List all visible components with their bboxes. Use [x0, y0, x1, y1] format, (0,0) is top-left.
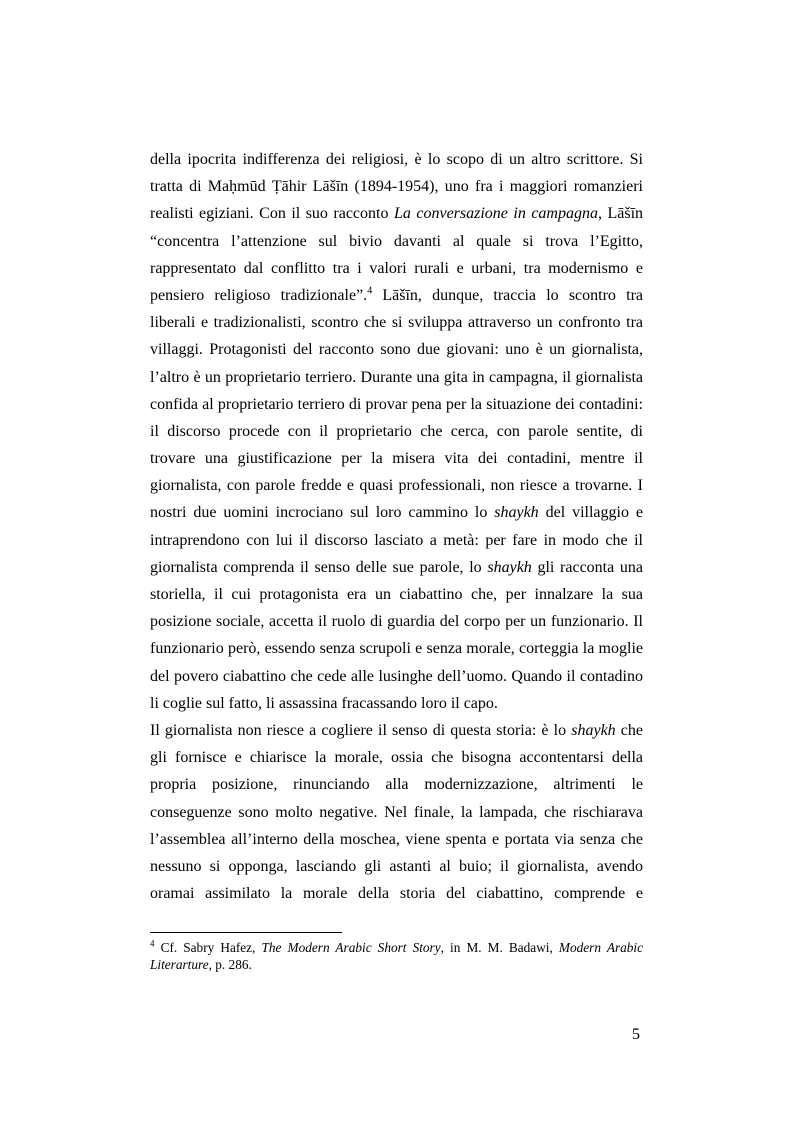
text-line: posizione sociale, accetta il ruolo di guardia del corpo per un funzionario. Il [150, 613, 643, 631]
text-line: trovare una giustificazione per la misera vita dei contadini, mentre il [150, 450, 643, 468]
text-line: nostri due uomini incrociano sul loro cammino lo shaykh del villaggio e [150, 504, 643, 522]
text-line: nessuno si opponga, lasciando gli astanti al buio; il giornalista, avendo [150, 857, 643, 875]
text-line: giornalista, con parole fredde e quasi professionali, non riesce a trovarne. I [150, 477, 643, 495]
text-line: confida al proprietario terriero di provar pena per la situazione dei contadini: [150, 395, 643, 413]
italic-term: shaykh [487, 558, 532, 576]
text-line: l’altro è un proprietario terriero. Durante una gita in campagna, il giornalista [150, 368, 643, 386]
text-line: Il giornalista non riesce a cogliere il senso di questa storia: è lo shaykh che [150, 721, 644, 739]
cited-title: The Modern Arabic Short Story [261, 940, 441, 955]
page-number: 5 [632, 1026, 640, 1043]
footnote-number: 4 [150, 938, 155, 949]
text-line: “concentra l’attenzione sul bivio davanti al quale si trova l’Egitto, [150, 232, 643, 250]
text-line: tratta di Maḥmūd Ṭāhir Lāšīn (1894-1954), uno fra i maggiori romanzieri [150, 178, 643, 196]
text-line: funzionario però, essendo senza scrupoli e senza morale, corteggia la moglie [150, 640, 643, 658]
text-line: giornalista comprenda il senso delle sue parole, lo shaykh gli racconta una [150, 558, 644, 576]
footnote-line: $^4$ Cf. Sabry Hafez, The Modern Arabic Short Story, in M. M. Badawi, Modern Arabic [150, 938, 644, 955]
text-line: storiella, il cui protagonista era un ciabattino che, per innalzare la sua [150, 586, 643, 603]
body-text [150, 146, 643, 907]
italic-term: shaykh [494, 504, 539, 522]
text-line: intraprendono con lui il discorso lasciato a metà: per fare in modo che il [150, 531, 643, 549]
text-line: li coglie sul fatto, li assassina fracassando loro il capo. [150, 694, 498, 712]
text-line: della ipocrita indifferenza dei religiosi, è lo scopo di un altro scrittore. Si [150, 151, 643, 168]
footnote-reference: 4 [367, 285, 373, 297]
text-line: liberali e tradizionalisti, scontro che si sviluppa attraverso un confronto tra [150, 314, 643, 332]
text-line: l’assemblea all’interno della moschea, viene spenta e portata via senza che [150, 830, 643, 848]
footnote-divider [150, 932, 342, 933]
text-line: del povero ciabattino che cede alle lusinghe dell’uomo. Quando il contadino [150, 667, 643, 685]
text-line: gli fornisce e chiarisce la morale, ossia che bisogna accontentarsi della [150, 749, 643, 767]
footnote [150, 939, 643, 973]
text-line: conseguenze sono molto negative. Nel finale, la lampada, che rischiarava [150, 803, 643, 821]
cited-title: Modern Arabic [558, 940, 644, 955]
text-line: pensiero religioso tradizionale”.$^4$ Lāšīn, dunque, traccia lo scontro tra [150, 285, 643, 304]
text-line: propria posizione, rinunciando alla modernizzazione, altrimenti le [150, 776, 643, 794]
text-line: villaggi. Protagonisti del racconto sono due giovani: uno è un giornalista, [150, 341, 643, 359]
text-line: rappresentato dal conflitto tra i valori rurali e urbani, tra modernismo e [150, 259, 643, 277]
book-title: La conversazione in campagna [393, 205, 598, 223]
text-line: realisti egiziani. Con il suo racconto La conversazione in campagna, Lāšīn [150, 205, 644, 223]
italic-term: shaykh [571, 721, 616, 739]
cited-title: Literarture [150, 957, 209, 972]
footnote-line: Literarture, p. 286. [150, 957, 252, 972]
text-line: oramai assimilato la morale della storia del ciabattino, comprende e [150, 885, 643, 903]
text-line: il discorso procede con il proprietario che cerca, con parole sentite, di [150, 422, 643, 440]
